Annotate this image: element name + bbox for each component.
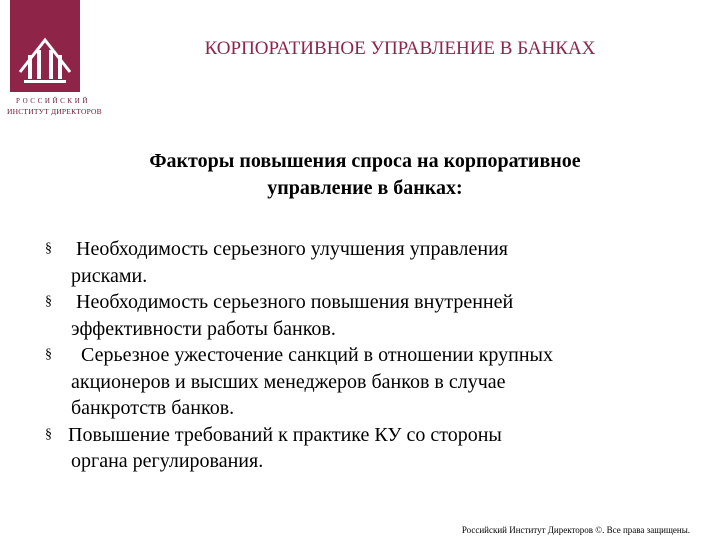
bullet-text-line1: Повышение требований к практике КУ со стороны — [68, 423, 502, 446]
bullet-text-line2: акционеров и высших менеджеров банков в случае — [71, 370, 506, 393]
bullet-text-line2: эффективности работы банков. — [71, 317, 336, 340]
page-title: КОРПОРАТИВНОЕ УПРАВЛЕНИЕ В БАНКАХ — [204, 38, 596, 59]
bullet-text-line2: органа регулирования. — [71, 450, 264, 472]
bullet-marker-icon: § — [45, 347, 52, 362]
list-item — [0, 422, 661, 475]
list-item — [0, 236, 661, 289]
bullet-list — [0, 236, 720, 475]
bullet-marker-icon: § — [45, 241, 52, 256]
bullet-text-line1: Серьезное ужесточение санкций в отношении крупных — [71, 344, 553, 366]
building-emblem-icon — [10, 0, 80, 92]
logo-text-line2: ИНСТИТУТ ДИРЕКТОРОВ — [7, 107, 102, 116]
list-item — [0, 342, 661, 422]
subtitle-line1: Факторы повышения спроса на корпоративное — [149, 150, 581, 172]
copyright-footer: Российский Институт Директоров ©. Все права защищены. — [461, 525, 690, 535]
bullet-marker-icon: § — [45, 426, 52, 442]
bullet-text-line1: Необходимость серьезного улучшения управления — [71, 238, 508, 260]
bullet-marker-icon: § — [45, 294, 52, 309]
bullet-text-line3: банкротств банков. — [71, 397, 235, 419]
list-item — [0, 289, 661, 342]
institute-logo — [5, 0, 102, 122]
slide-subtitle — [70, 148, 660, 202]
bullet-text-line1: Необходимость серьезного повышения внутренней — [71, 291, 514, 313]
bullet-text-line2: рисками. — [71, 264, 148, 287]
subtitle-line2: управление в банках: — [267, 177, 463, 199]
logo-text-line1: РОССИЙСКИЙ — [15, 97, 90, 105]
